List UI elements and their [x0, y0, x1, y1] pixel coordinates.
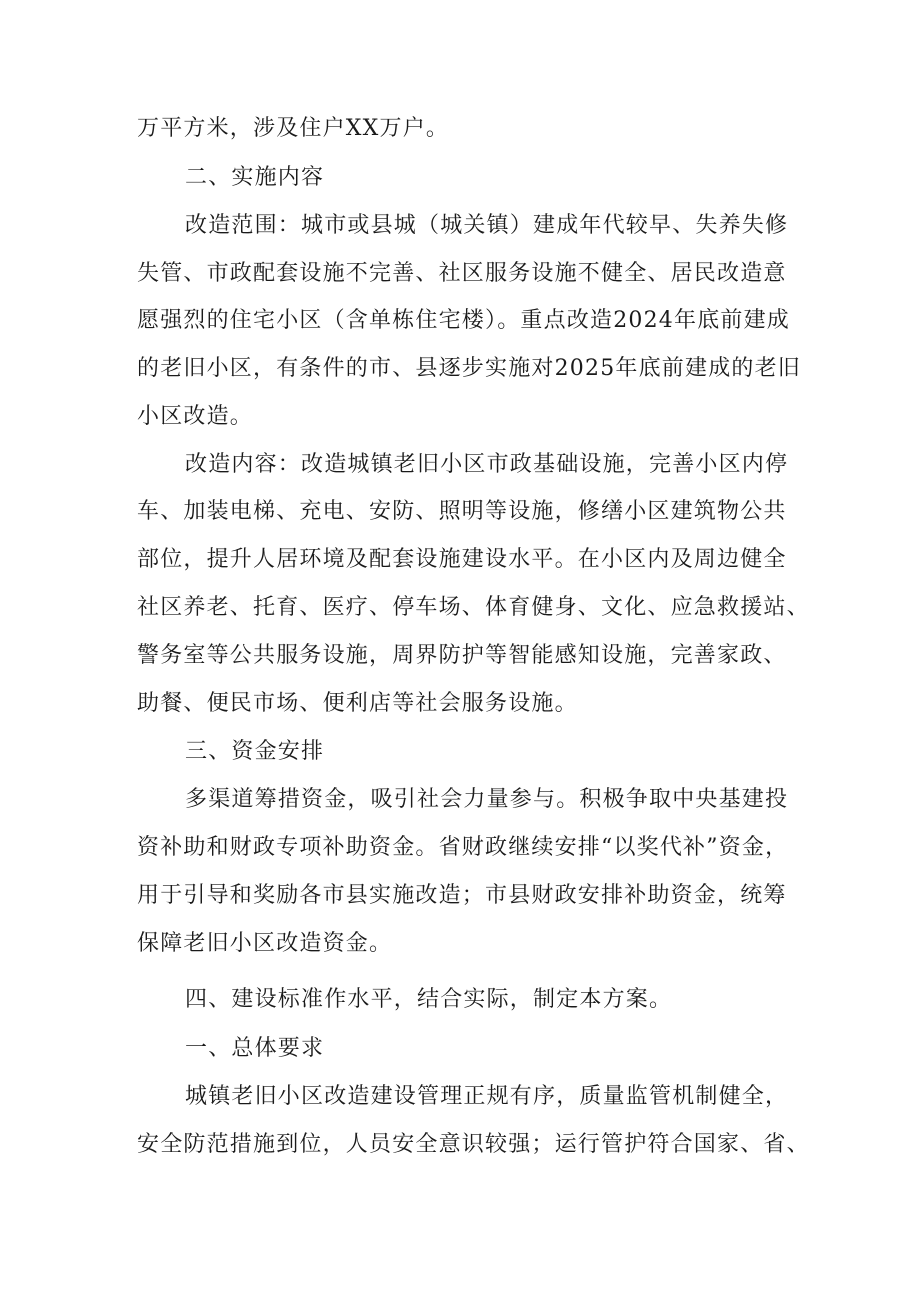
body-text-line: 的老旧小区，有条件的市、县逐步实施对2025年底前建成的老旧: [137, 356, 801, 381]
paragraph-first-line: 城镇老旧小区改造建设管理正规有序，质量监管机制健全，: [185, 1084, 789, 1109]
body-text-line: 用于引导和奖励各市县实施改造；市县财政安排补助资金，统筹: [137, 883, 787, 908]
body-text-line: 警务室等公共服务设施，周界防护等智能感知设施，完善家政、: [137, 643, 787, 668]
body-text-line: 车、加装电梯、充电、安防、照明等设施，修缮小区建筑物公共: [137, 499, 787, 524]
body-text-line: 保障老旧小区改造资金。: [137, 931, 393, 956]
body-text-line: 社区养老、托育、医疗、停车场、体育健身、文化、应急救援站、: [137, 595, 810, 620]
paragraph-first-line: 改造范围：城市或县城（城关镇）建成年代较早、失养失修: [185, 213, 789, 238]
body-text-line: 安全防范措施到位，人员安全意识较强；运行管护符合国家、省、: [137, 1132, 810, 1157]
body-text-line: 万平方米，涉及住户XX万户。: [137, 116, 450, 141]
body-text-line: 部位，提升人居环境及配套设施建设水平。在小区内及周边健全: [137, 547, 787, 572]
body-text-line: 愿强烈的住宅小区（含单栋住宅楼）。重点改造2024年底前建成: [137, 308, 790, 333]
body-text-line: 资补助和财政专项补助资金。省财政继续安排“以奖代补”资金，: [137, 835, 789, 860]
section-heading: 四、建设标准作水平，结合实际，制定本方案。: [185, 987, 673, 1012]
body-text-line: 小区改造。: [137, 404, 254, 429]
body-text-line: 失管、市政配套设施不完善、社区服务设施不健全、居民改造意: [137, 261, 787, 286]
section-heading: 三、资金安排: [185, 739, 325, 764]
body-text-line: 助餐、便民市场、便利店等社会服务设施。: [137, 691, 578, 716]
paragraph-first-line: 改造内容：改造城镇老旧小区市政基础设施，完善小区内停: [185, 452, 789, 477]
section-heading: 二、实施内容: [185, 165, 325, 190]
section-heading: 一、总体要求: [185, 1036, 325, 1061]
paragraph-first-line: 多渠道筹措资金，吸引社会力量参与。积极争取中央基建投: [185, 787, 789, 812]
